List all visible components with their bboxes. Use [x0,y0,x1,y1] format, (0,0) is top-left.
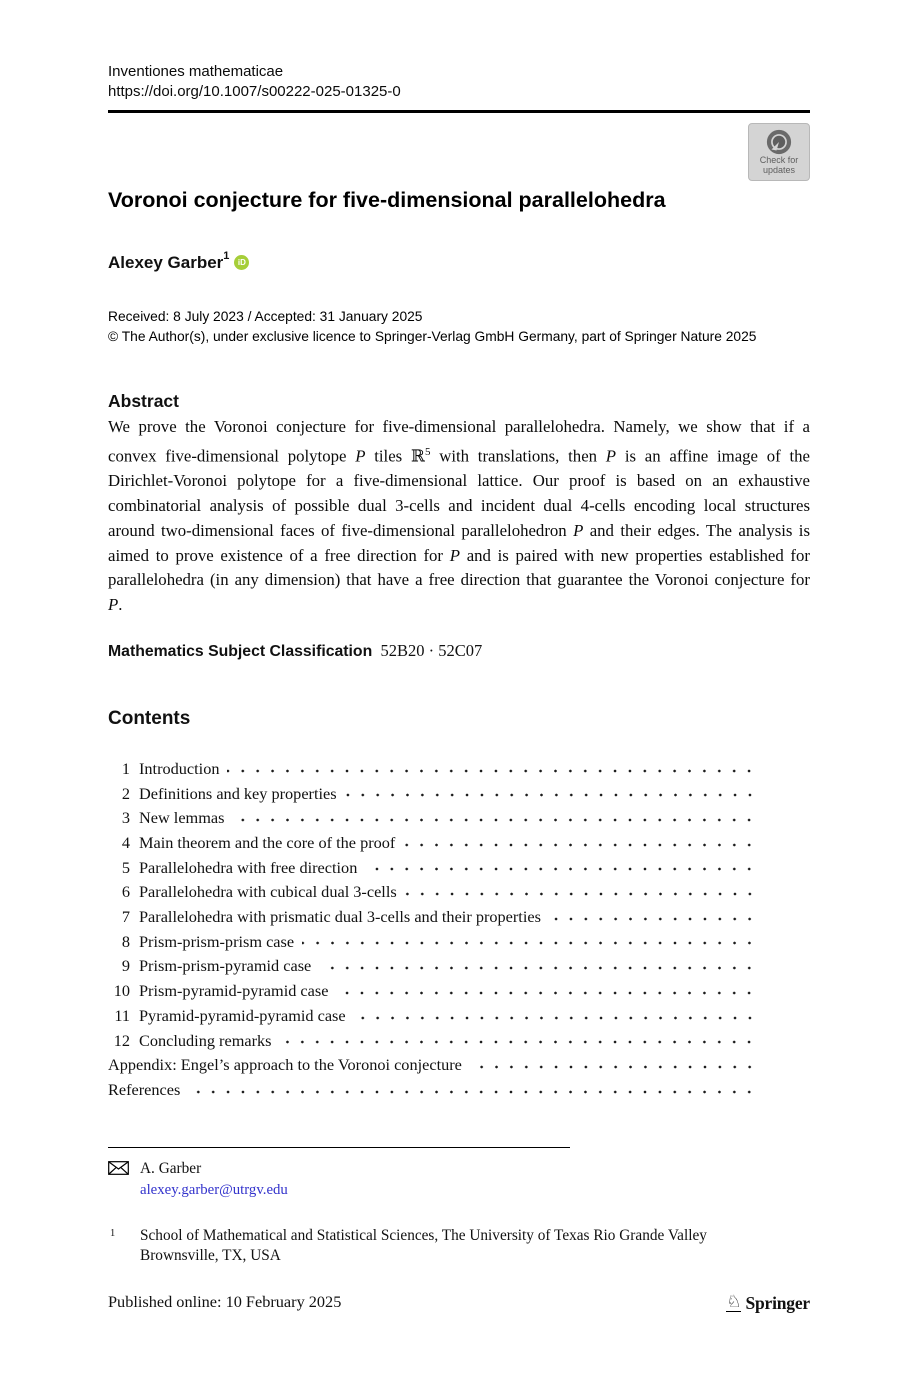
dot-leader [345,782,757,807]
received-accepted-line: Received: 8 July 2023 / Accepted: 31 January 2025 [108,309,423,324]
toc-entry: 5 Parallelohedra with free direction [108,856,757,881]
dot-leader [336,979,757,1004]
author-row [108,252,810,274]
author-email-link[interactable]: alexey.garber@utrgv.edu [140,1182,288,1198]
math-P: P [449,545,460,565]
toc-entry: 3 New lemmas [108,806,757,831]
envelope-icon [108,1161,129,1175]
dot-leader [354,1004,757,1029]
springer-horse-icon: ♘ [726,1292,742,1312]
math-P: P [355,446,366,466]
msc-codes: 52B20 · 52C07 [380,640,483,660]
toc-entry: 6 Parallelohedra with cubical dual 3-cells [108,880,757,905]
msc-label: Mathematics Subject Classification [108,642,373,660]
toc-entry: 11 Pyramid-pyramid-pyramid case [108,1004,757,1029]
springer-wordmark: Springer [745,1293,810,1313]
author-name: Alexey Garber [108,253,224,272]
corresponding-author: A. Garber [140,1160,202,1177]
affiliation-block [108,1226,778,1266]
author-affiliation-marker: 1 [223,250,230,262]
toc-entry: 8 Prism-prism-prism case [108,930,757,955]
table-of-contents [108,757,810,1103]
dot-leader [405,880,757,905]
toc-entry: 12 Concluding remarks [108,1029,757,1054]
toc-entry: Appendix: Engel’s approach to the Voronoi conjecture [108,1053,757,1078]
toc-entry: 7 Parallelohedra with prismatic dual 3-cells and their properties [108,905,757,930]
springer-logo [726,1294,810,1312]
doi-link[interactable]: https://doi.org/10.1007/s00222-025-01325-0 [108,83,401,100]
toc-entry: References [108,1078,757,1103]
header-rule [108,110,810,113]
dot-leader [365,856,757,881]
dot-leader [227,757,757,782]
journal-name: Inventiones mathematicae [108,63,284,80]
affiliation-line2: Brownsville, TX, USA [140,1247,281,1264]
journal-header [108,62,810,102]
dot-leader [549,905,757,930]
affiliation-line1: School of Mathematical and Statistical Sciences, The University of Texas Rio Grande Valley [140,1227,707,1244]
correspondence-block [108,1158,288,1201]
dot-leader [302,930,757,955]
dot-leader [188,1078,757,1103]
contents-heading: Contents [108,707,191,729]
published-online: Published online: 10 February 2025 [108,1292,342,1311]
page-title: Voronoi conjecture for five-dimensional parallelohedra [108,188,666,212]
dot-leader [403,831,757,856]
badge-label: Check for updates [759,155,799,175]
math-P: P [573,520,584,540]
math-P: P [605,446,617,466]
math-R5: ℝ [410,445,425,466]
dot-leader [470,1053,757,1078]
toc-entry: 1 Introduction [108,757,757,782]
affiliation-marker: 1 [110,1228,116,1239]
footnote-rule [108,1147,570,1148]
dot-leader [279,1029,757,1054]
check-for-updates-badge[interactable] [748,123,810,181]
toc-entry: 9 Prism-prism-pyramid case [108,954,757,979]
abstract-heading: Abstract [108,391,179,411]
copyright-line: © The Author(s), under exclusive licence to Springer-Verlag GmbH Germany, part of Springer Nature 2025 [108,329,757,344]
article-meta [108,307,810,347]
toc-entry: 10 Prism-pyramid-pyramid case [108,979,757,1004]
toc-entry: 2 Definitions and key properties [108,782,757,807]
dot-leader [232,806,757,831]
crossmark-icon [766,129,792,155]
toc-entry: 4 Main theorem and the core of the proof [108,831,757,856]
math-P: P [108,595,119,615]
orcid-icon[interactable]: iD [234,255,249,270]
page-footer [108,1292,810,1312]
dot-leader [319,954,757,979]
msc-line [108,641,810,661]
abstract-body: We prove the Voronoi conjecture for five-dimensional parallelohedra. Namely, we show that if a convex five-dimensional polytope P tiles ℝ$^5$ with translations, then P is an affine image of the Dirichlet-Voronoi polytope for a five-dimensional lattice. Our proof is based on an exhaustive combinatorial analysis of possible dual 3-cells and incident dual 4-cells encoding local structures around two-dimensional faces of five-dimensional parallelohedron P and their edges. The analysis is aimed to prove existence of a free direction for P and is paired with new properties established for parallelohedra (in any dimension) that have a free direction that guarantee the Voronoi conjecture for P. [108,417,811,615]
